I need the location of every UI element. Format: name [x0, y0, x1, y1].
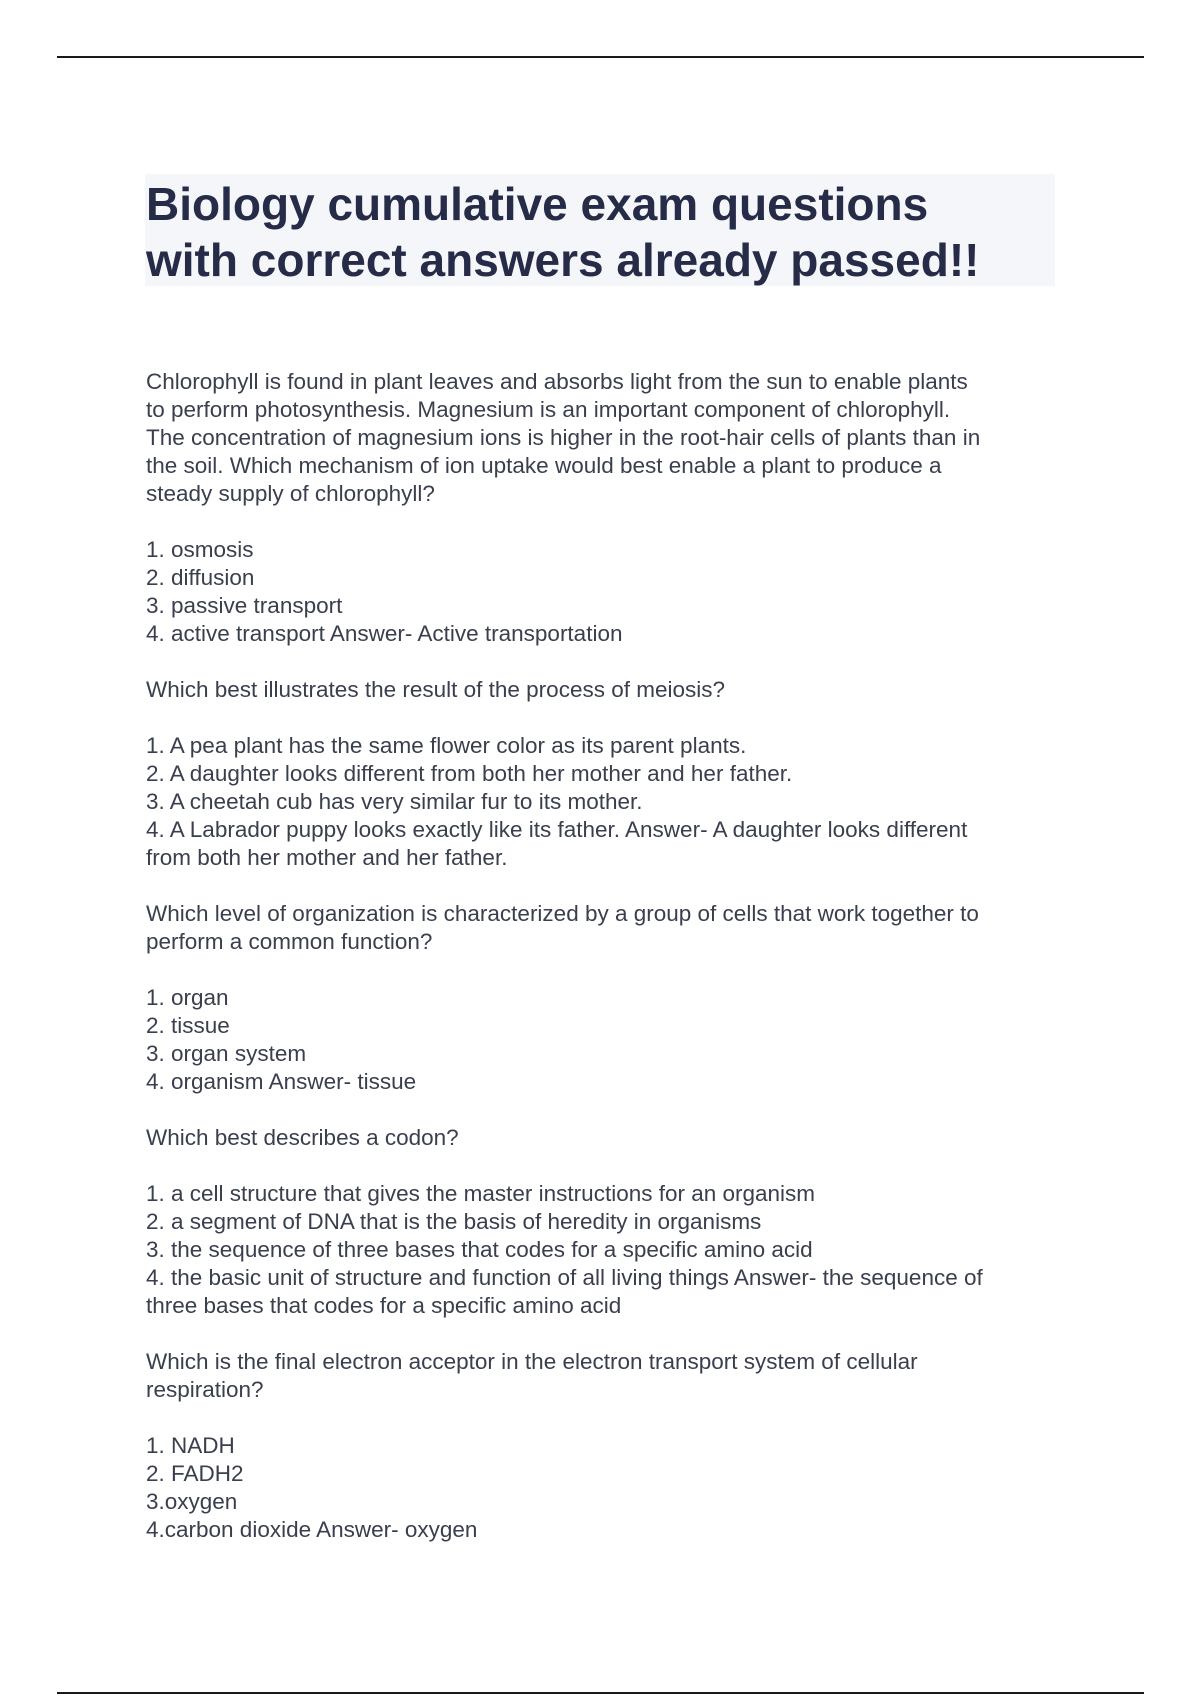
text-line: Chlorophyll is found in plant leaves and absorbs light from the sun to enable plants [146, 369, 968, 394]
text-line: Which best describes a codon? [146, 1125, 459, 1150]
option-line: 2. a segment of DNA that is the basis of heredity in organisms [146, 1209, 762, 1234]
question-text [146, 676, 1066, 704]
question-text [146, 900, 1066, 956]
text-line: perform a common function? [146, 929, 433, 954]
option-line: 1. a cell structure that gives the master instructions for an organism [146, 1181, 816, 1206]
answer-options [146, 1432, 1066, 1544]
bottom-rule [57, 1692, 1144, 1694]
text-line: Which best illustrates the result of the process of meiosis? [146, 677, 726, 702]
text-line: respiration? [146, 1377, 264, 1402]
title-line: Biology cumulative exam questions [146, 178, 929, 230]
question-block-4 [146, 1124, 1066, 1320]
question-text [146, 1348, 1066, 1404]
document-title [146, 176, 1066, 288]
option-line: 4. the basic unit of structure and function of all living things Answer- the sequence of [146, 1265, 983, 1290]
top-rule [57, 56, 1144, 58]
answer-options [146, 984, 1066, 1096]
question-block-3 [146, 900, 1066, 1096]
answer-options [146, 732, 1066, 872]
option-line: three bases that codes for a specific amino acid [146, 1293, 622, 1318]
option-line: 1. osmosis [146, 537, 254, 562]
question-block-2 [146, 676, 1066, 872]
question-block-5 [146, 1348, 1066, 1544]
option-line: 3. A cheetah cub has very similar fur to its mother. [146, 789, 643, 814]
option-line: 1. organ [146, 985, 229, 1010]
text-line: The concentration of magnesium ions is higher in the root-hair cells of plants than in [146, 425, 981, 450]
option-line: 2. diffusion [146, 565, 255, 590]
option-line: 4.carbon dioxide Answer- oxygen [146, 1517, 478, 1542]
option-line: 2. A daughter looks different from both her mother and her father. [146, 761, 793, 786]
option-line: 3. passive transport [146, 593, 343, 618]
text-line: the soil. Which mechanism of ion uptake would best enable a plant to produce a [146, 453, 942, 478]
option-line: 2. tissue [146, 1013, 230, 1038]
option-line: 4. A Labrador puppy looks exactly like its father. Answer- A daughter looks different [146, 817, 968, 842]
option-line: 1. NADH [146, 1433, 235, 1458]
option-line: 4. active transport Answer- Active transportation [146, 621, 623, 646]
answer-options [146, 1180, 1066, 1320]
text-line: Which is the final electron acceptor in the electron transport system of cellular [146, 1349, 918, 1374]
option-line: 1. A pea plant has the same flower color as its parent plants. [146, 733, 747, 758]
option-line: 2. FADH2 [146, 1461, 244, 1486]
option-line: 4. organism Answer- tissue [146, 1069, 417, 1094]
document-body [146, 368, 1066, 1544]
answer-options [146, 536, 1066, 648]
text-line: to perform photosynthesis. Magnesium is an important component of chlorophyll. [146, 397, 951, 422]
title-line: with correct answers already passed!! [146, 234, 980, 286]
question-block-1 [146, 368, 1066, 648]
option-line: 3.oxygen [146, 1489, 238, 1514]
question-text [146, 368, 1066, 508]
option-line: 3. the sequence of three bases that codes for a specific amino acid [146, 1237, 813, 1262]
text-line: steady supply of chlorophyll? [146, 481, 435, 506]
option-line: 3. organ system [146, 1041, 307, 1066]
option-line: from both her mother and her father. [146, 845, 508, 870]
text-line: Which level of organization is characterized by a group of cells that work together to [146, 901, 979, 926]
question-text [146, 1124, 1066, 1152]
